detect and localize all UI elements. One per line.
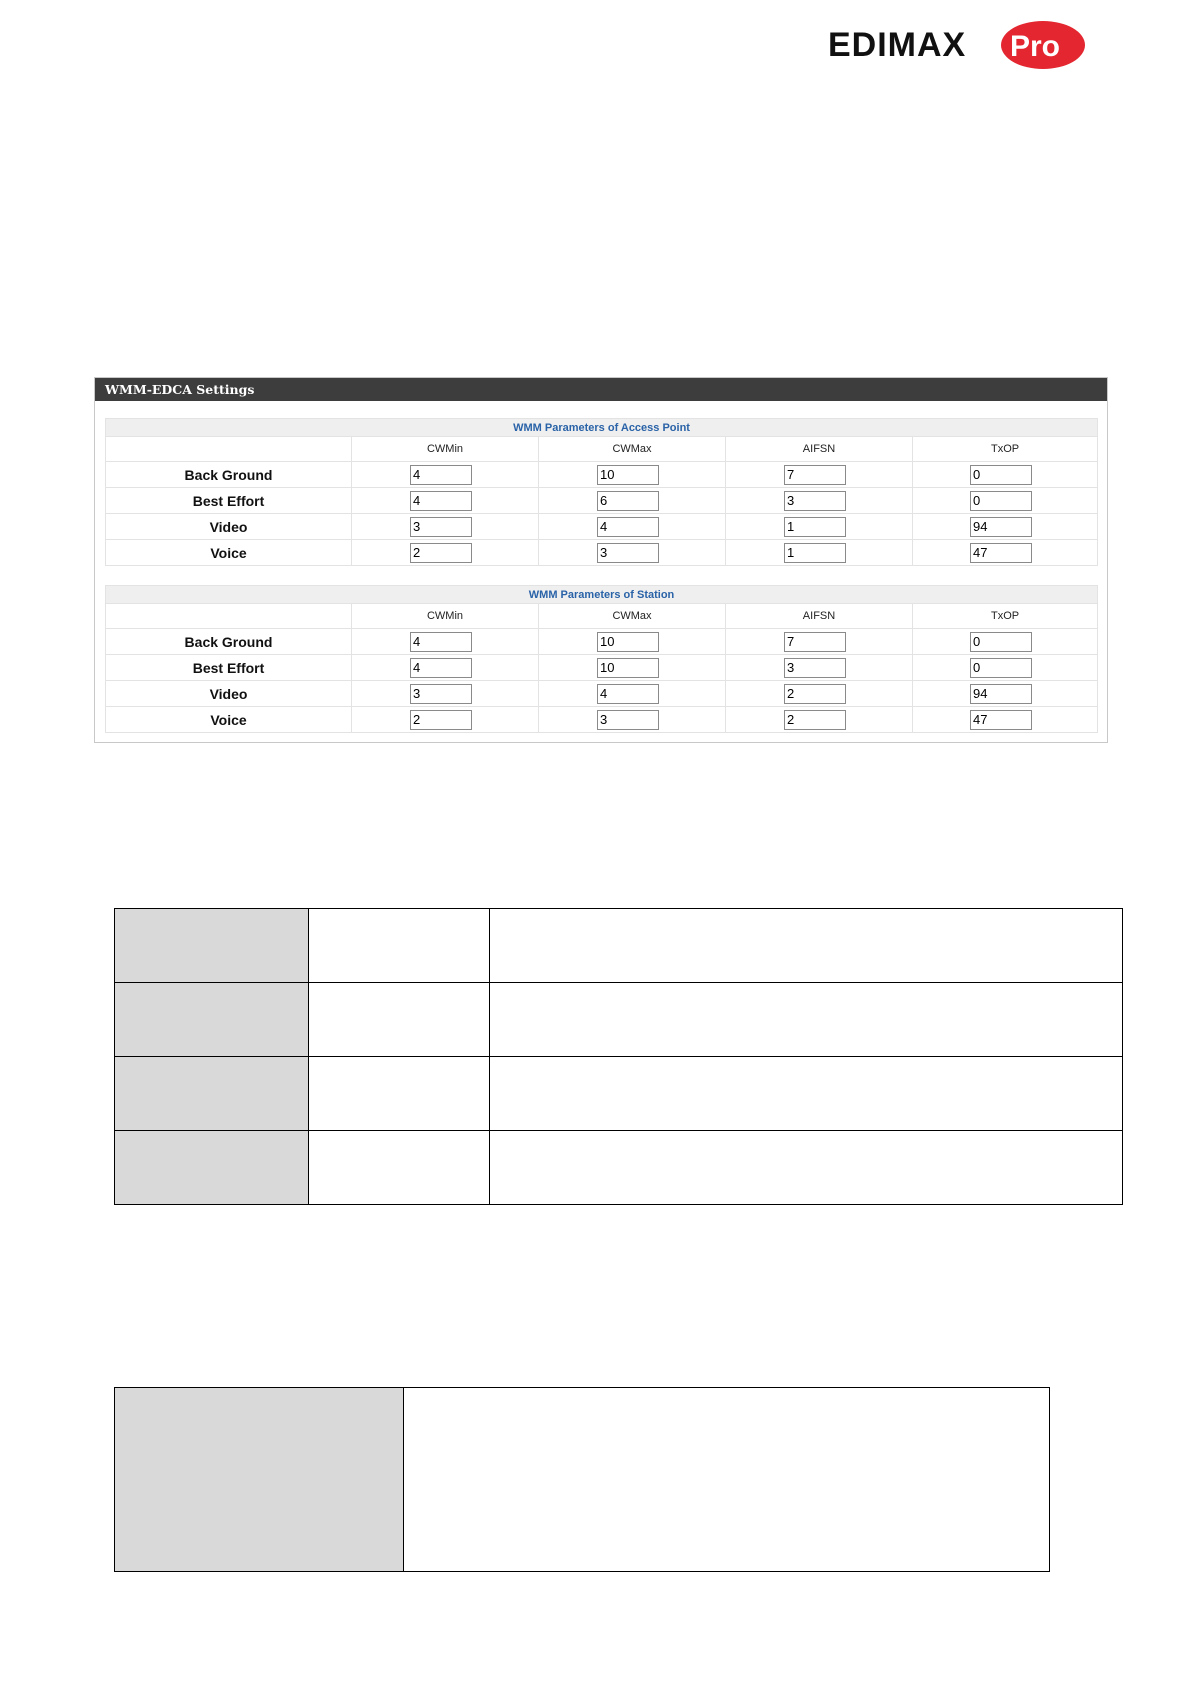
sta-background-aifsn-input[interactable]: [784, 632, 846, 652]
grid-cell: [490, 1057, 1123, 1131]
sta-video-txop-input[interactable]: [970, 684, 1032, 704]
grid-cell: [404, 1388, 1050, 1572]
col-header-cwmax: CWMax: [539, 604, 726, 629]
table-caption-row: [106, 586, 1098, 604]
grid-cell-label: [115, 1388, 404, 1572]
row-label: Back Ground: [106, 462, 352, 488]
table-row: [106, 462, 1098, 488]
sta-besteffort-txop-input[interactable]: [970, 658, 1032, 678]
table-row: [106, 514, 1098, 540]
row-label: Video: [106, 681, 352, 707]
sta-background-cwmax-input[interactable]: [597, 632, 659, 652]
column-header-row: [106, 604, 1098, 629]
sta-voice-txop-input[interactable]: [970, 710, 1032, 730]
ap-besteffort-cwmin-input[interactable]: [410, 491, 472, 511]
grid-cell-label: [115, 983, 309, 1057]
grid-cell-label: [115, 1131, 309, 1205]
grid-cell-label: [115, 909, 309, 983]
sta-voice-cwmin-input[interactable]: [410, 710, 472, 730]
grid-cell: [309, 909, 490, 983]
table-row: [106, 681, 1098, 707]
access-point-caption: WMM Parameters of Access Point: [106, 419, 1098, 437]
grid-cell: [309, 1057, 490, 1131]
row-label: Back Ground: [106, 629, 352, 655]
logo-badge-text: Pro: [1010, 30, 1061, 63]
col-header-cwmax: CWMax: [539, 437, 726, 462]
ap-background-cwmax-input[interactable]: [597, 465, 659, 485]
grid-cell: [309, 1131, 490, 1205]
grid-cell-label: [115, 1057, 309, 1131]
panel-title: WMM-EDCA Settings: [95, 378, 1107, 401]
sta-video-cwmin-input[interactable]: [410, 684, 472, 704]
sta-video-aifsn-input[interactable]: [784, 684, 846, 704]
note-grid-table: [114, 1387, 1050, 1572]
ap-voice-cwmax-input[interactable]: [597, 543, 659, 563]
row-label: Voice: [106, 707, 352, 733]
col-header-txop: TxOP: [913, 604, 1098, 629]
ap-besteffort-txop-input[interactable]: [970, 491, 1032, 511]
sta-besteffort-aifsn-input[interactable]: [784, 658, 846, 678]
ap-voice-txop-input[interactable]: [970, 543, 1032, 563]
ap-video-cwmax-input[interactable]: [597, 517, 659, 537]
table-row: [106, 540, 1098, 566]
ap-background-cwmin-input[interactable]: [410, 465, 472, 485]
ap-besteffort-cwmax-input[interactable]: [597, 491, 659, 511]
sta-besteffort-cwmin-input[interactable]: [410, 658, 472, 678]
sta-voice-cwmax-input[interactable]: [597, 710, 659, 730]
station-params-table: [105, 585, 1098, 733]
access-point-params-table: [105, 418, 1098, 566]
grid-cell: [490, 1131, 1123, 1205]
corner-cell: [106, 604, 352, 629]
ap-video-txop-input[interactable]: [970, 517, 1032, 537]
table-row: [106, 629, 1098, 655]
col-header-txop: TxOP: [913, 437, 1098, 462]
ap-voice-aifsn-input[interactable]: [784, 543, 846, 563]
logo-wordmark: EDIMAX: [828, 26, 967, 64]
grid-cell: [309, 983, 490, 1057]
corner-cell: [106, 437, 352, 462]
sta-background-txop-input[interactable]: [970, 632, 1032, 652]
sta-video-cwmax-input[interactable]: [597, 684, 659, 704]
edimax-pro-logo: [828, 18, 1088, 72]
brand-logo-graphic: [828, 18, 1088, 72]
col-header-cwmin: CWMin: [352, 604, 539, 629]
sta-voice-aifsn-input[interactable]: [784, 710, 846, 730]
wmm-edca-settings-panel: [94, 377, 1108, 743]
ap-background-txop-input[interactable]: [970, 465, 1032, 485]
table-row: [106, 488, 1098, 514]
col-header-aifsn: AIFSN: [726, 604, 913, 629]
grid-cell: [490, 983, 1123, 1057]
station-caption: WMM Parameters of Station: [106, 586, 1098, 604]
table-row: [115, 909, 1123, 983]
table-row: [115, 1131, 1123, 1205]
sta-besteffort-cwmax-input[interactable]: [597, 658, 659, 678]
table-row: [115, 1388, 1050, 1572]
sta-background-cwmin-input[interactable]: [410, 632, 472, 652]
description-grid-table: [114, 908, 1123, 1205]
col-header-cwmin: CWMin: [352, 437, 539, 462]
ap-voice-cwmin-input[interactable]: [410, 543, 472, 563]
table-row: [115, 1057, 1123, 1131]
table-row: [106, 707, 1098, 733]
row-label: Video: [106, 514, 352, 540]
table-row: [106, 655, 1098, 681]
ap-besteffort-aifsn-input[interactable]: [784, 491, 846, 511]
row-label: Voice: [106, 540, 352, 566]
col-header-aifsn: AIFSN: [726, 437, 913, 462]
table-caption-row: [106, 419, 1098, 437]
column-header-row: [106, 437, 1098, 462]
ap-background-aifsn-input[interactable]: [784, 465, 846, 485]
table-row: [115, 983, 1123, 1057]
row-label: Best Effort: [106, 655, 352, 681]
ap-video-cwmin-input[interactable]: [410, 517, 472, 537]
ap-video-aifsn-input[interactable]: [784, 517, 846, 537]
grid-cell: [490, 909, 1123, 983]
row-label: Best Effort: [106, 488, 352, 514]
